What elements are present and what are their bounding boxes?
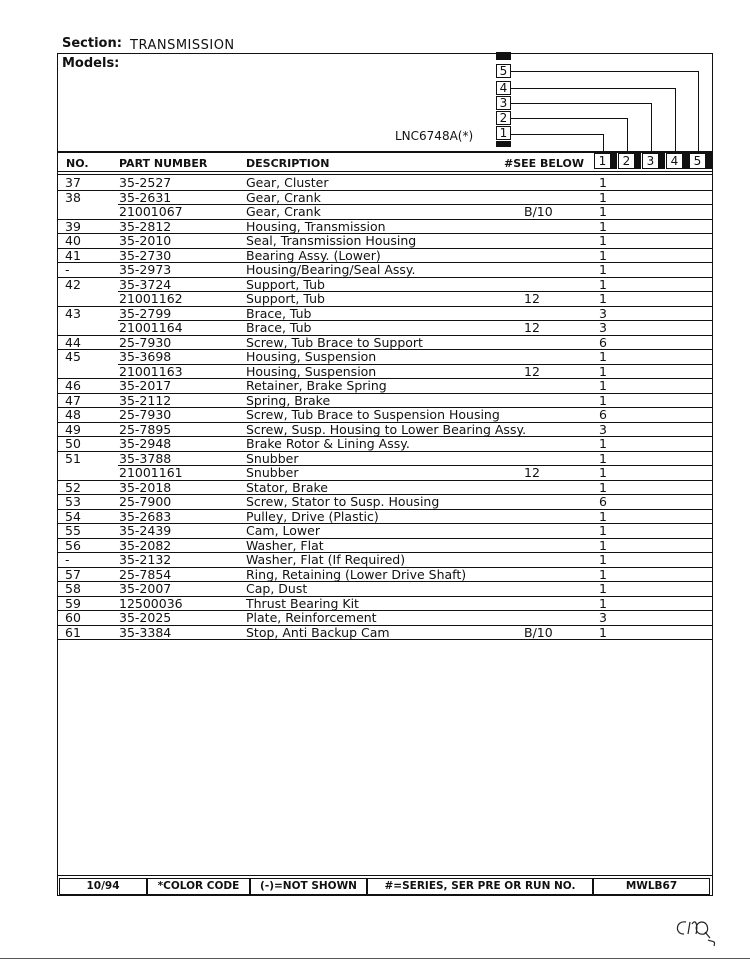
part-description: Screw, Stator to Susp. Housing [246, 494, 440, 509]
index-block [496, 52, 511, 60]
col-separator-block [635, 153, 641, 169]
part-description: Stator, Brake [246, 479, 328, 495]
model-index-box-5: 5 [496, 64, 511, 78]
col-header-see-below: #SEE BELOW [504, 157, 584, 170]
footer-color-code: *COLOR CODE [147, 878, 250, 895]
part-description: Ring, Retaining (Lower Drive Shaft) [246, 566, 467, 582]
row-number: 53 [65, 494, 81, 509]
row-number: 39 [65, 218, 81, 234]
part-description: Support, Tub [246, 291, 325, 306]
part-description: Cap, Dust [246, 581, 308, 596]
quantity: 1 [599, 218, 607, 234]
row-number: 45 [65, 349, 81, 364]
row-number: 48 [65, 407, 81, 422]
model-number: LNC6748A(*) [395, 129, 474, 143]
table-row [58, 539, 712, 554]
leader-line-3 [511, 103, 651, 104]
part-number: 35-2112 [119, 392, 172, 408]
quantity: 1 [599, 465, 607, 480]
part-number: 12500036 [119, 595, 183, 611]
table-row [58, 321, 712, 336]
part-description: Screw, Tub Brace to Support [246, 334, 423, 350]
quantity: 3 [599, 421, 607, 437]
quantity: 1 [599, 204, 607, 219]
part-description: Snubber [246, 465, 299, 480]
quantity: 3 [599, 610, 607, 625]
model-index-box-3: 3 [496, 96, 511, 110]
quantity: 1 [599, 523, 607, 538]
table-row [58, 524, 712, 539]
part-number: 35-2018 [119, 479, 172, 495]
part-description: Gear, Crank [246, 189, 321, 205]
part-number: 35-2010 [119, 233, 172, 248]
part-number: 35-2007 [119, 581, 172, 596]
table-row [58, 336, 712, 351]
table-row [58, 307, 712, 322]
row-number: 37 [65, 175, 81, 190]
row-number: 46 [65, 378, 81, 393]
table-row [58, 220, 712, 235]
footer-date: 10/94 [59, 878, 147, 895]
part-description: Housing, Suspension [246, 349, 377, 364]
part-description: Washer, Flat (If Required) [246, 552, 406, 567]
table-row [58, 481, 712, 496]
table-row [58, 553, 712, 568]
part-description: Housing, Suspension [246, 363, 377, 379]
part-description: Screw, Susp. Housing to Lower Bearing Assy. [246, 421, 527, 437]
quantity: 3 [599, 320, 607, 335]
leader-line-2v [627, 118, 628, 153]
section-label: Section: [62, 36, 122, 51]
footer-series-note: #=SERIES, SER PRE OR RUN NO. [367, 878, 593, 895]
part-number: 35-2973 [119, 262, 172, 277]
part-number: 35-2439 [119, 523, 172, 538]
see-below-code: 12 [524, 291, 540, 306]
row-number: 38 [65, 189, 81, 205]
leader-line-3v [651, 103, 652, 153]
model-col-3: 3 [642, 153, 659, 169]
handwritten-initials [672, 912, 732, 956]
model-col-5: 5 [689, 153, 706, 169]
leader-line-5v [698, 71, 699, 153]
leader-line-4v [675, 88, 676, 153]
part-number: 25-7900 [119, 494, 172, 509]
models-label: Models: [62, 56, 120, 71]
table-row [58, 278, 712, 293]
part-description: Support, Tub [246, 276, 325, 292]
see-below-code: B/10 [524, 204, 553, 219]
table-row [58, 191, 712, 206]
part-description: Plate, Reinforcement [246, 610, 377, 625]
table-row [58, 437, 712, 452]
model-index-box-2: 2 [496, 111, 511, 125]
part-number: 21001164 [119, 320, 183, 335]
part-description: Seal, Transmission Housing [246, 233, 417, 248]
row-number: 58 [65, 581, 81, 596]
col-separator-block [659, 153, 665, 169]
table-row [58, 408, 712, 423]
row-number: 47 [65, 392, 81, 408]
part-description: Thrust Bearing Kit [246, 595, 359, 611]
quantity: 1 [599, 276, 607, 292]
row-number: 40 [65, 233, 81, 248]
part-number: 35-2017 [119, 378, 172, 393]
table-row [58, 350, 712, 365]
part-number: 25-7930 [119, 407, 172, 422]
table-row [58, 611, 712, 626]
quantity: 1 [599, 624, 607, 640]
see-below-code: 12 [524, 320, 540, 335]
row-number: 42 [65, 276, 81, 292]
model-col-4: 4 [666, 153, 683, 169]
footer-not-shown: (-)=NOT SHOWN [250, 878, 367, 895]
part-number: 35-2132 [119, 552, 172, 567]
row-rule [57, 639, 713, 640]
quantity: 1 [599, 363, 607, 379]
quantity: 1 [599, 537, 607, 553]
col-header-part-number: PART NUMBER [119, 157, 208, 170]
table-row [58, 394, 712, 409]
row-number: 60 [65, 610, 81, 625]
part-number: 35-2631 [119, 189, 172, 205]
row-number: 50 [65, 436, 81, 451]
part-number: 25-7854 [119, 566, 172, 582]
part-number: 35-2799 [119, 305, 172, 321]
model-col-1: 1 [594, 153, 611, 169]
see-below-code: 12 [524, 465, 540, 480]
part-description: Washer, Flat [246, 537, 324, 553]
part-description: Gear, Cluster [246, 175, 329, 190]
part-number: 35-3698 [119, 349, 172, 364]
row-number: 41 [65, 247, 81, 263]
part-description: Retainer, Brake Spring [246, 378, 387, 393]
table-row [58, 568, 712, 583]
quantity: 1 [599, 552, 607, 567]
part-description: Gear, Crank [246, 204, 321, 219]
table-row [58, 249, 712, 264]
part-description: Cam, Lower [246, 523, 320, 538]
col-separator-block [706, 153, 713, 169]
table-row [58, 292, 712, 307]
part-description: Screw, Tub Brace to Suspension Housing [246, 407, 500, 422]
part-number: 35-3788 [119, 450, 172, 466]
quantity: 1 [599, 349, 607, 364]
part-number: 21001163 [119, 363, 183, 379]
model-col-2: 2 [618, 153, 635, 169]
quantity: 6 [599, 494, 607, 509]
quantity: 1 [599, 581, 607, 596]
see-below-code: 12 [524, 363, 540, 379]
quantity: 1 [599, 175, 607, 190]
table-row [58, 263, 712, 278]
row-number: 61 [65, 624, 81, 640]
quantity: 1 [599, 566, 607, 582]
see-below-code: B/10 [524, 624, 553, 640]
row-number: 54 [65, 508, 81, 524]
part-description: Snubber [246, 450, 299, 466]
quantity: 1 [599, 479, 607, 495]
quantity: 1 [599, 508, 607, 524]
part-description: Housing/Bearing/Seal Assy. [246, 262, 416, 277]
quantity: 1 [599, 378, 607, 393]
part-description: Pulley, Drive (Plastic) [246, 508, 379, 524]
table-row [58, 365, 712, 380]
table-row [58, 466, 712, 481]
row-number: 52 [65, 479, 81, 495]
part-number: 25-7930 [119, 334, 172, 350]
leader-line-1 [511, 134, 603, 135]
footer-doc-id: MWLB67 [593, 878, 710, 895]
part-number: 35-2683 [119, 508, 172, 524]
part-number: 21001162 [119, 291, 183, 306]
quantity: 1 [599, 291, 607, 306]
table-row [58, 379, 712, 394]
leader-line-2 [511, 118, 627, 119]
row-number: 59 [65, 595, 81, 611]
footer-bar [57, 875, 713, 896]
quantity: 3 [599, 305, 607, 321]
part-description: Spring, Brake [246, 392, 331, 408]
row-number: 49 [65, 421, 81, 437]
table-row [58, 597, 712, 612]
part-number: 35-3384 [119, 624, 172, 640]
row-number: 51 [65, 450, 81, 466]
quantity: 1 [599, 189, 607, 205]
part-number: 35-3724 [119, 276, 172, 292]
table-row [58, 234, 712, 249]
part-number: 35-2082 [119, 537, 172, 553]
part-description: Brake Rotor & Lining Assy. [246, 436, 410, 451]
index-block [496, 141, 511, 147]
table-row [58, 205, 712, 220]
table-row [58, 582, 712, 597]
col-header-description: DESCRIPTION [246, 157, 330, 170]
table-row [58, 626, 712, 641]
section-title: TRANSMISSION [130, 38, 235, 53]
table-row [58, 423, 712, 438]
row-number: 43 [65, 305, 81, 321]
page-bottom-rule [0, 958, 750, 959]
part-number: 35-2025 [119, 610, 172, 625]
quantity: 1 [599, 595, 607, 611]
table-row [58, 176, 712, 191]
part-number: 35-2730 [119, 247, 172, 263]
part-number: 35-2812 [119, 218, 172, 234]
part-number: 25-7895 [119, 421, 172, 437]
part-number: 35-2527 [119, 175, 172, 190]
part-description: Brace, Tub [246, 305, 312, 321]
row-number: 57 [65, 566, 81, 582]
model-index-box-4: 4 [496, 81, 511, 95]
table-row [58, 452, 712, 467]
part-number: 21001067 [119, 204, 183, 219]
leader-line-4 [511, 88, 675, 89]
part-description: Bearing Assy. (Lower) [246, 247, 381, 263]
row-number: 44 [65, 334, 81, 350]
part-description: Stop, Anti Backup Cam [246, 624, 390, 640]
table-row [58, 495, 712, 510]
part-number: 35-2948 [119, 436, 172, 451]
quantity: 1 [599, 262, 607, 277]
quantity: 1 [599, 436, 607, 451]
quantity: 1 [599, 247, 607, 263]
row-number: - [65, 552, 70, 567]
header-bottom-rule [57, 171, 713, 172]
col-separator-block [611, 153, 617, 169]
quantity: 1 [599, 233, 607, 248]
quantity: 6 [599, 407, 607, 422]
leader-line-5 [511, 71, 698, 72]
col-header-no: NO. [66, 157, 89, 170]
row-number: - [65, 262, 70, 277]
quantity: 1 [599, 450, 607, 466]
row-number: 56 [65, 537, 81, 553]
part-description: Housing, Transmission [246, 218, 386, 234]
model-index-box-1: 1 [496, 126, 511, 140]
row-number: 55 [65, 523, 81, 538]
table-row [58, 510, 712, 525]
quantity: 6 [599, 334, 607, 350]
part-description: Brace, Tub [246, 320, 312, 335]
part-number: 21001161 [119, 465, 183, 480]
quantity: 1 [599, 392, 607, 408]
